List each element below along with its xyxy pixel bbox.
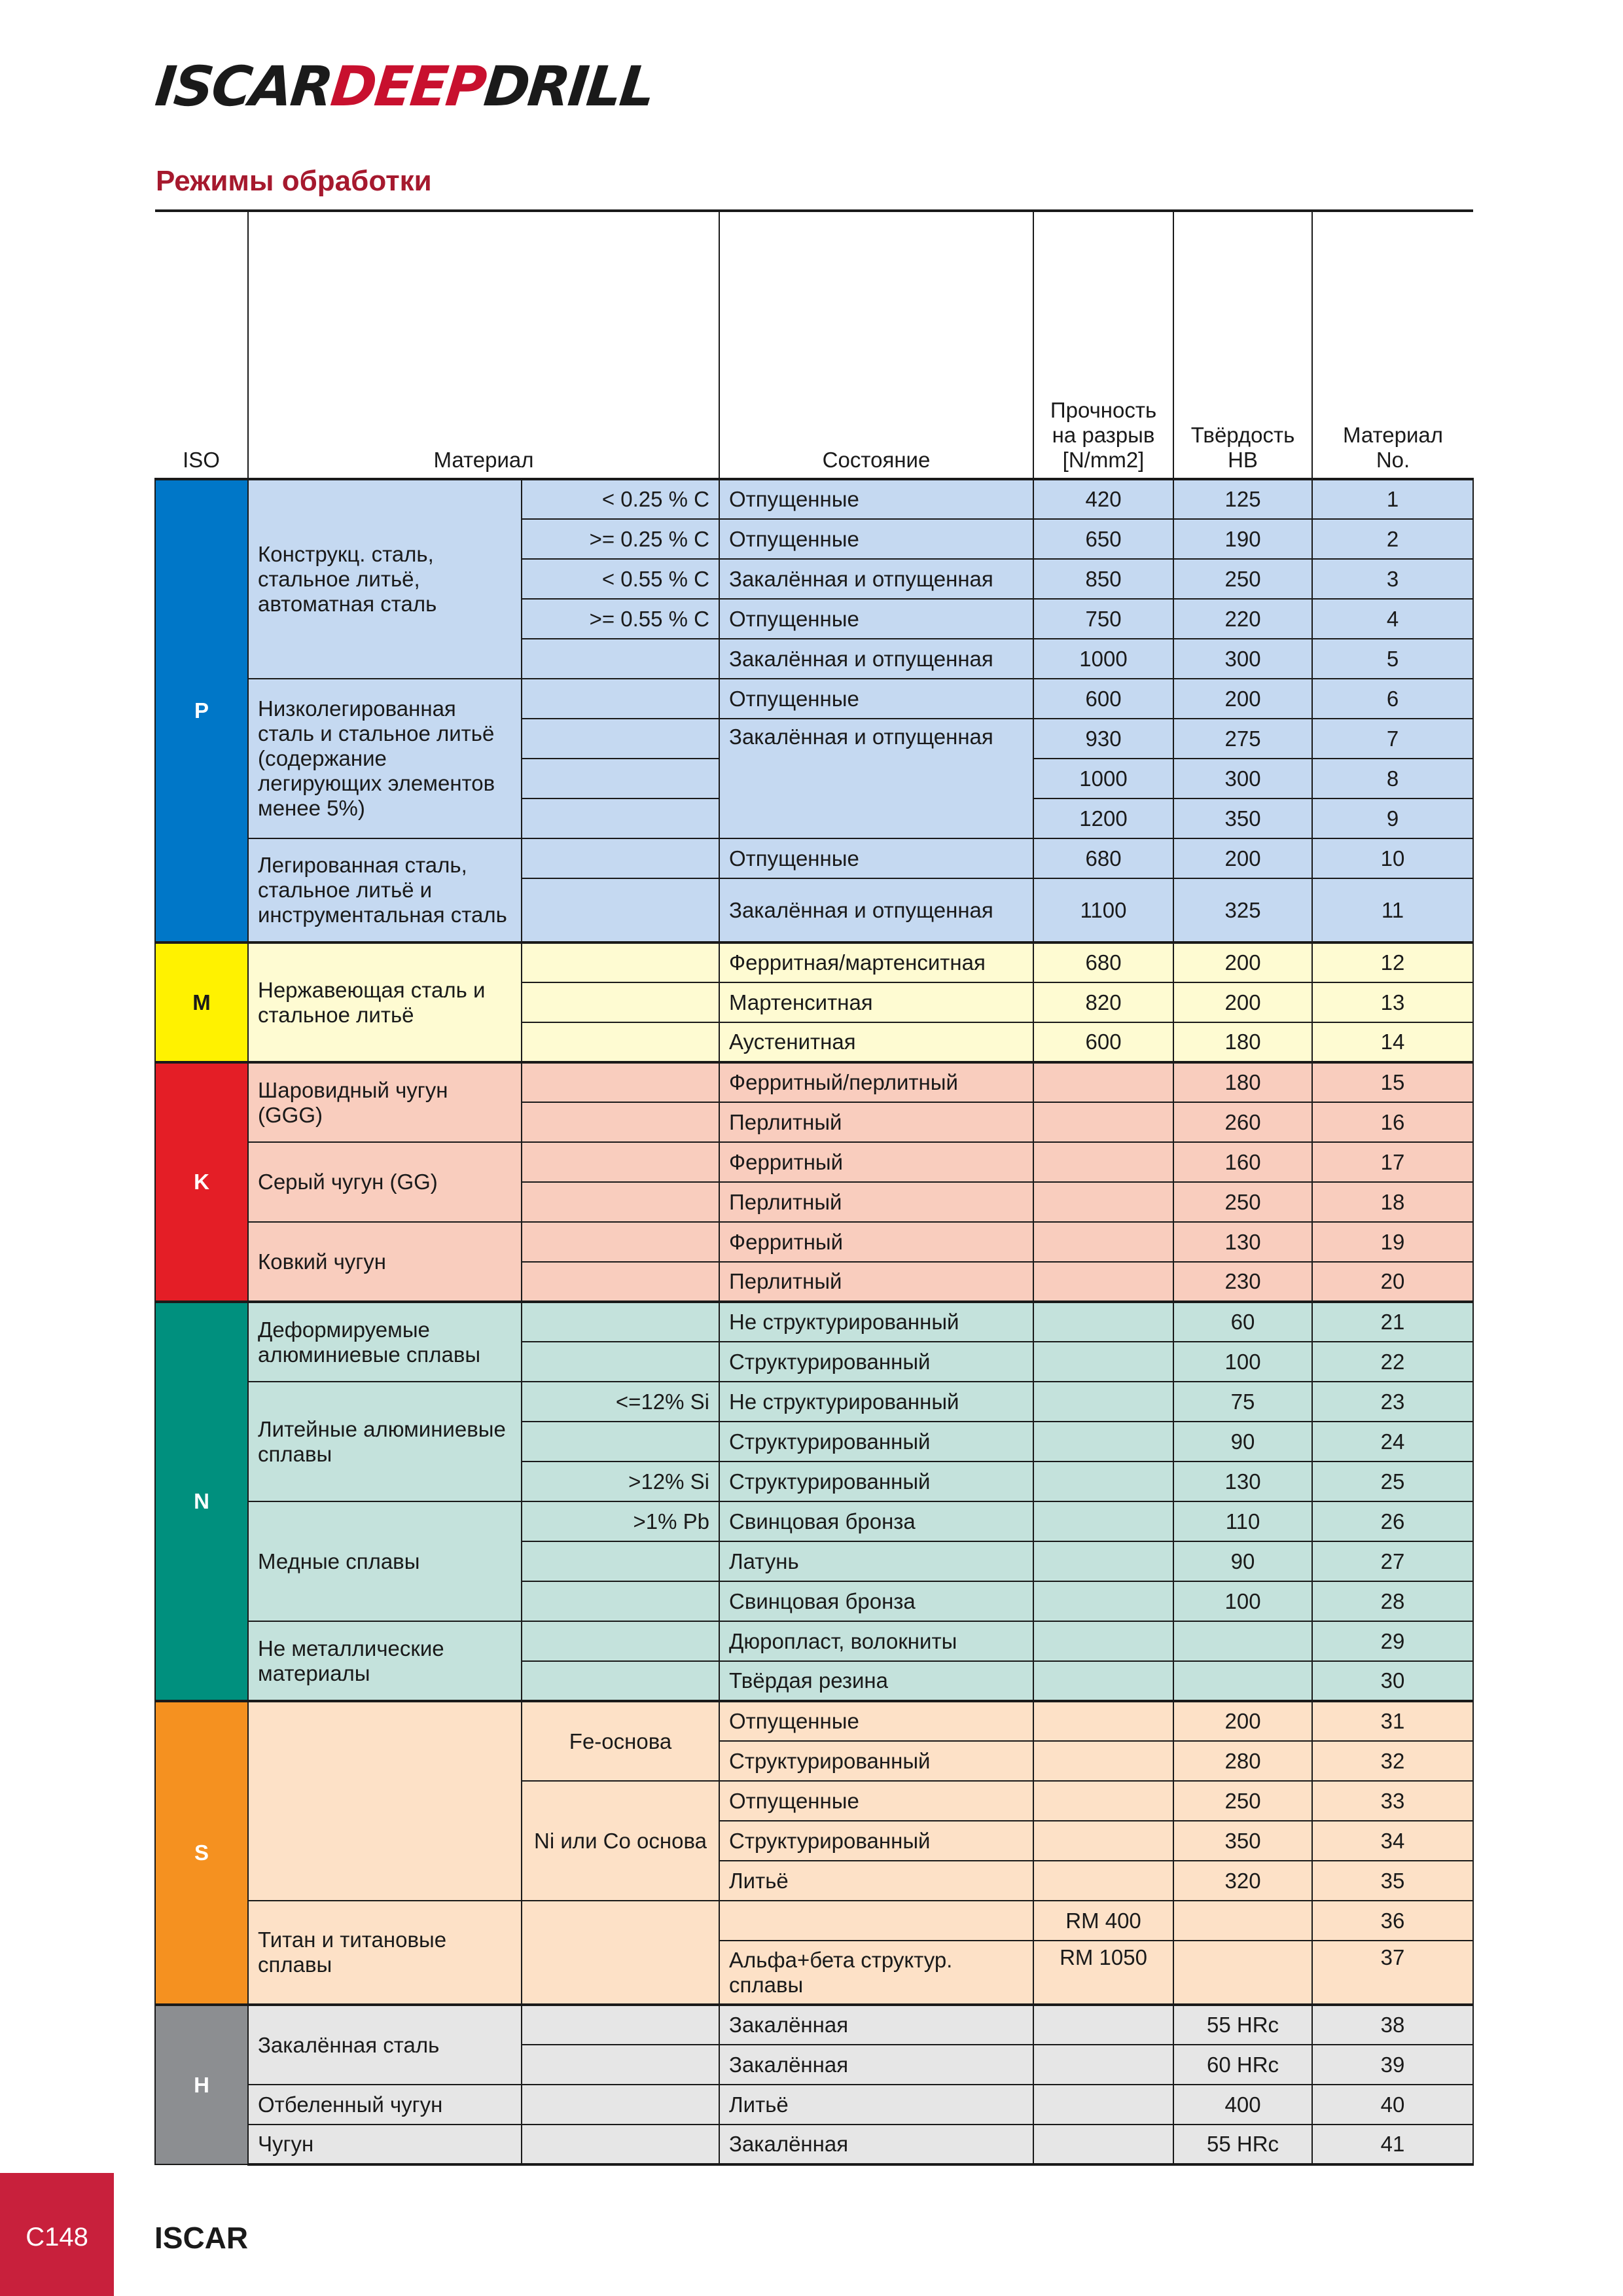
material-no-cell: 14 xyxy=(1312,1022,1473,1062)
hardness-cell: 130 xyxy=(1173,1222,1312,1262)
hardness-cell: 250 xyxy=(1173,1182,1312,1222)
material-cell: Медные сплавы xyxy=(248,1501,522,1621)
state-cell: Не структурированный xyxy=(719,1382,1033,1422)
iso-group-s: S xyxy=(155,1701,248,2005)
strength-cell xyxy=(1033,1102,1173,1142)
sub-condition xyxy=(522,878,719,942)
strength-cell xyxy=(1033,1062,1173,1102)
material-no-cell: 8 xyxy=(1312,759,1473,798)
state-cell: Структурированный xyxy=(719,1741,1033,1781)
strength-cell xyxy=(1033,1142,1173,1182)
hardness-cell: 100 xyxy=(1173,1342,1312,1382)
strength-cell: 1200 xyxy=(1033,798,1173,838)
sub-condition: >1% Pb xyxy=(522,1501,719,1541)
sub-condition xyxy=(522,1142,719,1182)
material-cell: Не металлические материалы xyxy=(248,1621,522,1701)
material-no-cell: 7 xyxy=(1312,719,1473,759)
strength-cell xyxy=(1033,1581,1173,1621)
hardness-cell: 300 xyxy=(1173,759,1312,798)
hardness-cell: 260 xyxy=(1173,1102,1312,1142)
hardness-cell: 250 xyxy=(1173,559,1312,599)
sub-condition: Fe-основа xyxy=(522,1701,719,1781)
hardness-cell: 280 xyxy=(1173,1741,1312,1781)
table-row xyxy=(155,838,1473,878)
strength-cell xyxy=(1033,1462,1173,1501)
sub-condition xyxy=(522,1062,719,1102)
sub-condition xyxy=(522,2125,719,2164)
strength-cell: 600 xyxy=(1033,679,1173,719)
state-cell: Латунь xyxy=(719,1541,1033,1581)
sub-condition xyxy=(522,1621,719,1661)
header-strength-l3: [N/mm2] xyxy=(1062,448,1145,472)
material-no-cell: 12 xyxy=(1312,942,1473,982)
hardness-cell: 190 xyxy=(1173,519,1312,559)
strength-cell: 1000 xyxy=(1033,639,1173,679)
sub-condition xyxy=(522,1182,719,1222)
sub-condition xyxy=(522,942,719,982)
sub-condition xyxy=(522,759,719,798)
state-cell: Структурированный xyxy=(719,1462,1033,1501)
sub-condition xyxy=(522,1222,719,1262)
material-no-cell: 29 xyxy=(1312,1621,1473,1661)
material-no-cell: 24 xyxy=(1312,1422,1473,1462)
strength-cell: 680 xyxy=(1033,942,1173,982)
material-no-cell: 26 xyxy=(1312,1501,1473,1541)
sub-condition: >= 0.55 % C xyxy=(522,599,719,639)
strength-cell xyxy=(1033,1701,1173,1741)
strength-cell xyxy=(1033,2005,1173,2045)
material-no-cell: 33 xyxy=(1312,1781,1473,1821)
strength-cell xyxy=(1033,1302,1173,1342)
strength-cell: 650 xyxy=(1033,519,1173,559)
material-cell: Конструкц. сталь, стальное литьё, автоматная сталь xyxy=(248,479,522,679)
header-matno-l1: Материал xyxy=(1343,423,1443,447)
state-cell: Твёрдая резина xyxy=(719,1661,1033,1701)
strength-cell xyxy=(1033,2125,1173,2164)
hardness-cell: 220 xyxy=(1173,599,1312,639)
material-no-cell: 19 xyxy=(1312,1222,1473,1262)
material-cell: Чугун xyxy=(248,2125,522,2164)
hardness-cell: 350 xyxy=(1173,1821,1312,1861)
strength-cell: 680 xyxy=(1033,838,1173,878)
material-cell: Отбеленный чугун xyxy=(248,2085,522,2125)
sub-condition xyxy=(522,1022,719,1062)
sub-condition xyxy=(522,679,719,719)
state-cell: Мартенситная xyxy=(719,982,1033,1022)
state-cell: Литьё xyxy=(719,2085,1033,2125)
material-no-cell: 22 xyxy=(1312,1342,1473,1382)
hardness-cell: 60 HRc xyxy=(1173,2045,1312,2085)
material-cell: Ковкий чугун xyxy=(248,1222,522,1302)
state-cell: Аустенитная xyxy=(719,1022,1033,1062)
iscar-deepdrill-logo xyxy=(152,54,657,118)
header-material-no xyxy=(1312,211,1473,479)
material-no-cell: 17 xyxy=(1312,1142,1473,1182)
material-no-cell: 3 xyxy=(1312,559,1473,599)
material-no-cell: 36 xyxy=(1312,1901,1473,1941)
material-no-cell: 16 xyxy=(1312,1102,1473,1142)
material-cell: Закалённая сталь xyxy=(248,2005,522,2085)
state-cell xyxy=(719,1901,1033,1941)
strength-cell xyxy=(1033,1661,1173,1701)
state-cell: Свинцовая бронза xyxy=(719,1501,1033,1541)
table-row xyxy=(155,1621,1473,1661)
strength-cell xyxy=(1033,1781,1173,1821)
hardness-cell: 125 xyxy=(1173,479,1312,519)
material-no-cell: 21 xyxy=(1312,1302,1473,1342)
hardness-cell: 250 xyxy=(1173,1781,1312,1821)
state-cell: Отпущенные xyxy=(719,838,1033,878)
sub-condition xyxy=(522,1661,719,1701)
sub-condition xyxy=(522,2005,719,2045)
sub-condition xyxy=(522,838,719,878)
hardness-cell: 110 xyxy=(1173,1501,1312,1541)
hardness-cell: 55 HRc xyxy=(1173,2005,1312,2045)
material-no-cell: 10 xyxy=(1312,838,1473,878)
material-no-cell: 4 xyxy=(1312,599,1473,639)
material-no-cell: 6 xyxy=(1312,679,1473,719)
hardness-cell: 75 xyxy=(1173,1382,1312,1422)
sub-condition: < 0.55 % C xyxy=(522,559,719,599)
strength-cell: 600 xyxy=(1033,1022,1173,1062)
material-no-cell: 31 xyxy=(1312,1701,1473,1741)
hardness-cell: 275 xyxy=(1173,719,1312,759)
strength-cell: 1000 xyxy=(1033,759,1173,798)
material-cell: Деформируемые алюминиевые сплавы xyxy=(248,1302,522,1382)
logo-deep: DEEP xyxy=(327,54,488,118)
material-cell: Низколегированная сталь и стальное литьё (содержание легирующих элементов менее 5%) xyxy=(248,679,522,838)
material-no-cell: 18 xyxy=(1312,1182,1473,1222)
table-row xyxy=(155,2085,1473,2125)
state-cell: Ферритный xyxy=(719,1142,1033,1182)
sub-condition xyxy=(522,2085,719,2125)
material-cell xyxy=(248,1701,522,1901)
material-no-cell: 20 xyxy=(1312,1262,1473,1302)
state-cell: Закалённая и отпущенная xyxy=(719,719,1033,838)
logo-drill: DRILL xyxy=(481,54,657,118)
sub-condition xyxy=(522,1541,719,1581)
table-row xyxy=(155,679,1473,719)
material-cell: Легированная сталь, стальное литьё и инструментальная сталь xyxy=(248,838,522,942)
sub-condition xyxy=(522,1302,719,1342)
strength-cell xyxy=(1033,1741,1173,1781)
state-cell: Не структурированный xyxy=(719,1302,1033,1342)
strength-cell: 930 xyxy=(1033,719,1173,759)
sub-condition xyxy=(522,1901,719,2005)
table-row xyxy=(155,1382,1473,1422)
material-no-cell: 37 xyxy=(1312,1941,1473,2005)
material-cell: Нержавеющая сталь и стальное литьё xyxy=(248,942,522,1062)
table-header-row xyxy=(155,211,1473,479)
strength-cell: 820 xyxy=(1033,982,1173,1022)
state-cell: Ферритный/перлитный xyxy=(719,1062,1033,1102)
sub-condition xyxy=(522,1422,719,1462)
strength-cell: RM 400 xyxy=(1033,1901,1173,1941)
hardness-cell: 55 HRc xyxy=(1173,2125,1312,2164)
hardness-cell: 200 xyxy=(1173,838,1312,878)
page-number: C148 xyxy=(26,2223,88,2251)
hardness-cell: 350 xyxy=(1173,798,1312,838)
hardness-cell: 100 xyxy=(1173,1581,1312,1621)
state-cell: Отпущенные xyxy=(719,599,1033,639)
strength-cell xyxy=(1033,2085,1173,2125)
logo-iscar: ISCAR xyxy=(152,54,335,118)
table-row xyxy=(155,1701,1473,1741)
strength-cell: RM 1050 xyxy=(1033,1941,1173,2005)
material-no-cell: 30 xyxy=(1312,1661,1473,1701)
material-no-cell: 27 xyxy=(1312,1541,1473,1581)
state-cell: Отпущенные xyxy=(719,519,1033,559)
material-no-cell: 25 xyxy=(1312,1462,1473,1501)
hardness-cell: 90 xyxy=(1173,1422,1312,1462)
table-row xyxy=(155,1501,1473,1541)
footer-brand: ISCAR xyxy=(154,2221,249,2255)
strength-cell xyxy=(1033,1262,1173,1302)
state-cell: Перлитный xyxy=(719,1102,1033,1142)
strength-cell xyxy=(1033,1501,1173,1541)
table-row xyxy=(155,2125,1473,2164)
table-row xyxy=(155,2005,1473,2045)
header-iso: ISO xyxy=(155,211,248,479)
sub-condition xyxy=(522,719,719,759)
state-cell: Закалённая xyxy=(719,2045,1033,2085)
hardness-cell: 180 xyxy=(1173,1062,1312,1102)
page-title: Режимы обработки xyxy=(156,165,432,197)
iso-group-n: N xyxy=(155,1302,248,1701)
sub-condition xyxy=(522,2045,719,2085)
header-strength-l2: на разрыв xyxy=(1052,423,1155,447)
table-row xyxy=(155,1062,1473,1102)
header-hardness-l2: HB xyxy=(1228,448,1258,472)
sub-condition: <=12% Si xyxy=(522,1382,719,1422)
strength-cell: 750 xyxy=(1033,599,1173,639)
hardness-cell: 200 xyxy=(1173,679,1312,719)
iso-group-k: K xyxy=(155,1062,248,1302)
material-no-cell: 41 xyxy=(1312,2125,1473,2164)
strength-cell xyxy=(1033,1382,1173,1422)
header-strength-l1: Прочность xyxy=(1050,398,1157,422)
material-cell: Титан и титановые сплавы xyxy=(248,1901,522,2005)
state-cell: Дюропласт, волокниты xyxy=(719,1621,1033,1661)
sub-condition xyxy=(522,639,719,679)
sub-condition: < 0.25 % C xyxy=(522,479,719,519)
state-cell: Отпущенные xyxy=(719,1701,1033,1741)
hardness-cell: 130 xyxy=(1173,1462,1312,1501)
hardness-cell: 400 xyxy=(1173,2085,1312,2125)
state-cell: Свинцовая бронза xyxy=(719,1581,1033,1621)
state-cell: Отпущенные xyxy=(719,1781,1033,1821)
iso-group-p: P xyxy=(155,479,248,942)
hardness-cell: 200 xyxy=(1173,942,1312,982)
state-cell: Закалённая xyxy=(719,2125,1033,2164)
hardness-cell xyxy=(1173,1901,1312,1941)
state-cell: Закалённая xyxy=(719,2005,1033,2045)
header-strength xyxy=(1033,211,1173,479)
hardness-cell: 160 xyxy=(1173,1142,1312,1182)
material-no-cell: 32 xyxy=(1312,1741,1473,1781)
hardness-cell: 60 xyxy=(1173,1302,1312,1342)
state-cell: Отпущенные xyxy=(719,679,1033,719)
hardness-cell: 300 xyxy=(1173,639,1312,679)
state-cell: Закалённая и отпущенная xyxy=(719,639,1033,679)
table-row xyxy=(155,479,1473,519)
sub-condition xyxy=(522,982,719,1022)
sub-condition xyxy=(522,1581,719,1621)
strength-cell xyxy=(1033,1342,1173,1382)
state-cell: Структурированный xyxy=(719,1422,1033,1462)
strength-cell xyxy=(1033,1222,1173,1262)
sub-condition: >= 0.25 % C xyxy=(522,519,719,559)
strength-cell xyxy=(1033,1422,1173,1462)
material-no-cell: 40 xyxy=(1312,2085,1473,2125)
material-cell: Серый чугун (GG) xyxy=(248,1142,522,1222)
material-no-cell: 35 xyxy=(1312,1861,1473,1901)
hardness-cell xyxy=(1173,1941,1312,2005)
table-row xyxy=(155,1142,1473,1182)
state-cell: Отпущенные xyxy=(719,479,1033,519)
material-no-cell: 39 xyxy=(1312,2045,1473,2085)
iso-group-m: M xyxy=(155,942,248,1062)
sub-condition xyxy=(522,1342,719,1382)
material-no-cell: 1 xyxy=(1312,479,1473,519)
material-no-cell: 9 xyxy=(1312,798,1473,838)
strength-cell xyxy=(1033,2045,1173,2085)
table-row xyxy=(155,942,1473,982)
machining-modes-table xyxy=(154,209,1474,2166)
table-row xyxy=(155,1901,1473,1941)
header-material: Материал xyxy=(248,211,719,479)
state-cell: Закалённая и отпущенная xyxy=(719,559,1033,599)
material-no-cell: 11 xyxy=(1312,878,1473,942)
hardness-cell: 230 xyxy=(1173,1262,1312,1302)
material-cell: Шаровидный чугун (GGG) xyxy=(248,1062,522,1142)
strength-cell xyxy=(1033,1861,1173,1901)
strength-cell xyxy=(1033,1621,1173,1661)
strength-cell: 1100 xyxy=(1033,878,1173,942)
state-cell: Альфа+бета структур. сплавы xyxy=(719,1941,1033,2005)
material-no-cell: 23 xyxy=(1312,1382,1473,1422)
iso-group-h: H xyxy=(155,2005,248,2164)
hardness-cell: 180 xyxy=(1173,1022,1312,1062)
state-cell: Структурированный xyxy=(719,1342,1033,1382)
state-cell: Ферритный xyxy=(719,1222,1033,1262)
material-no-cell: 38 xyxy=(1312,2005,1473,2045)
hardness-cell: 200 xyxy=(1173,982,1312,1022)
hardness-cell: 320 xyxy=(1173,1861,1312,1901)
header-state: Состояние xyxy=(719,211,1033,479)
strength-cell: 850 xyxy=(1033,559,1173,599)
hardness-cell: 325 xyxy=(1173,878,1312,942)
strength-cell: 420 xyxy=(1033,479,1173,519)
strength-cell xyxy=(1033,1541,1173,1581)
table-row xyxy=(155,1302,1473,1342)
state-cell: Литьё xyxy=(719,1861,1033,1901)
header-matno-l2: No. xyxy=(1376,448,1410,472)
material-no-cell: 2 xyxy=(1312,519,1473,559)
material-no-cell: 34 xyxy=(1312,1821,1473,1861)
material-no-cell: 28 xyxy=(1312,1581,1473,1621)
material-no-cell: 13 xyxy=(1312,982,1473,1022)
hardness-cell: 200 xyxy=(1173,1701,1312,1741)
header-hardness xyxy=(1173,211,1312,479)
strength-cell xyxy=(1033,1821,1173,1861)
state-cell: Ферритная/мартенситная xyxy=(719,942,1033,982)
hardness-cell xyxy=(1173,1661,1312,1701)
header-hardness-l1: Твёрдость xyxy=(1190,423,1295,447)
sub-condition xyxy=(522,1102,719,1142)
material-cell: Литейные алюминиевые сплавы xyxy=(248,1382,522,1501)
hardness-cell xyxy=(1173,1621,1312,1661)
hardness-cell: 90 xyxy=(1173,1541,1312,1581)
strength-cell xyxy=(1033,1182,1173,1222)
material-no-cell: 5 xyxy=(1312,639,1473,679)
table-row xyxy=(155,1222,1473,1262)
sub-condition: Ni или Co основа xyxy=(522,1781,719,1901)
state-cell: Перлитный xyxy=(719,1182,1033,1222)
sub-condition xyxy=(522,1262,719,1302)
sub-condition xyxy=(522,798,719,838)
state-cell: Структурированный xyxy=(719,1821,1033,1861)
sub-condition: >12% Si xyxy=(522,1462,719,1501)
state-cell: Закалённая и отпущенная xyxy=(719,878,1033,942)
state-cell: Перлитный xyxy=(719,1262,1033,1302)
material-no-cell: 15 xyxy=(1312,1062,1473,1102)
